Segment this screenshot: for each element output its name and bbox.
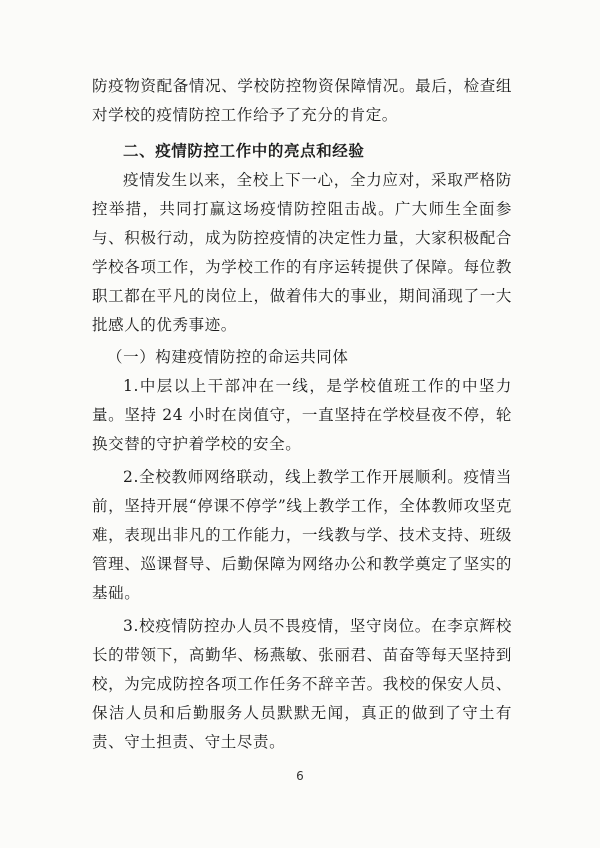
subsection-heading: （一）构建疫情防控的命运共同体 <box>107 348 349 366</box>
page-number: 6 <box>296 769 304 783</box>
page-content <box>92 72 512 757</box>
section-heading: 二、疫情防控工作中的亮点和经验 <box>123 142 365 160</box>
paragraph-overview: 疫情发生以来，全校上下一心，全力应对，采取严格防控举措，共同打赢这场疫情防控阻击战。广大师生全面参与、积极行动，成为防控疫情的决定性力量，大家积极配合学校各项工作，为学校工作的有序运转提供了保障。每位教职工都在平凡的岗位上，做着伟大的事业，期间涌现了一大批感人的优秀事迹。 <box>92 171 512 334</box>
paragraph-item-3: 3.校疫情防控办人员不畏疫情，坚守岗位。在李京辉校长的带领下，高勤华、杨燕敏、张丽君、苗奋等每天坚持到校，为完成防控各项工作任务不辞辛苦。我校的保安人员、保洁人员和后勤服务人员默默无闻，真正的做到了守土有责、守土担责、守土尽责。 <box>92 617 512 751</box>
paragraph-item-2: 2.全校教师网络联动，线上教学工作开展顺利。疫情当前，坚持开展“停课不停学”线上教学工作，全体教师攻坚克难，表现出非凡的工作能力，一线教与学、技术支持、班级管理、巡课督导、后勤保障为网络办公和教学奠定了坚实的基础。 <box>92 468 512 602</box>
paragraph-continuation: 防疫物资配备情况、学校防控物资保障情况。最后，检查组对学校的疫情防控工作给予了充分的肯定。 <box>92 77 512 124</box>
paragraph-item-1: 1.中层以上干部冲在一线，是学校值班工作的中坚力量。坚持 24 小时在岗值守，一直坚持在学校昼夜不停，轮换交替的守护着学校的安全。 <box>92 377 512 453</box>
